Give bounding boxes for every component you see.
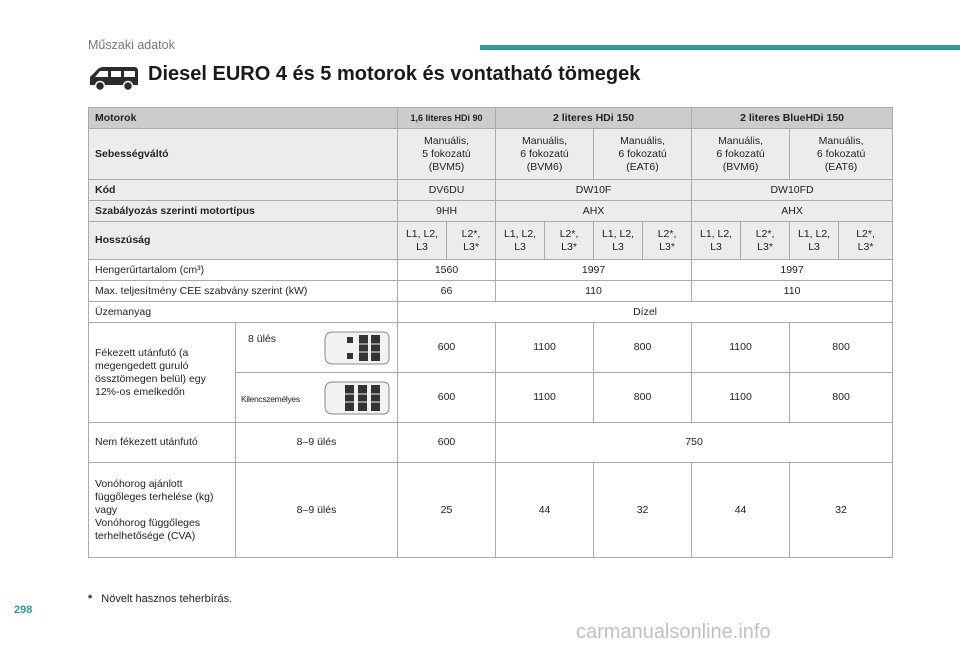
cell: 9HH <box>398 201 496 222</box>
watermark: carmanualsonline.info <box>576 621 771 643</box>
cell: 44 <box>496 463 594 558</box>
seat-label: Kilencszemélyes <box>241 393 300 404</box>
cell: DV6DU <box>398 180 496 201</box>
cell: L1, L2, L3 <box>398 222 447 260</box>
cell: Manuális, 6 fokozatú (BVM6) <box>692 129 790 180</box>
table-row <box>89 281 893 302</box>
row-label: Hengerűrtartalom (cm³) <box>89 260 398 281</box>
cell: 110 <box>496 281 692 302</box>
row-label: Nem fékezett utánfutó <box>89 423 236 463</box>
cell: L1, L2, L3 <box>594 222 643 260</box>
table-row <box>89 260 893 281</box>
page-title: Diesel EURO 4 és 5 motorok és vontatható tömegek <box>148 63 641 85</box>
seat-label: 8–9 ülés <box>236 463 398 558</box>
cell: L2*, L3* <box>839 222 893 260</box>
cell: 66 <box>398 281 496 302</box>
row-label: Kód <box>89 180 398 201</box>
cell: 1100 <box>692 323 790 373</box>
cell: 800 <box>790 373 893 423</box>
table-row <box>89 129 893 180</box>
footnote-text: Növelt hasznos teherbírás. <box>101 593 233 605</box>
row-label: Szabályozás szerinti motortípus <box>89 201 398 222</box>
cell: 1997 <box>692 260 893 281</box>
section-bar <box>480 45 960 50</box>
seat-config-8 <box>236 323 398 373</box>
row-label: Hosszúság <box>89 222 398 260</box>
cell: L1, L2, L3 <box>692 222 741 260</box>
row-label: Vonóhorog ajánlott függőleges terhelése (kg) vagy Vonóhorog függőleges terhelhetősége (CVA) <box>89 463 236 558</box>
cell: 1100 <box>692 373 790 423</box>
cell: Manuális, 6 fokozatú (EAT6) <box>594 129 692 180</box>
cell: Manuális, 6 fokozatú (BVM6) <box>496 129 594 180</box>
cell: L2*, L3* <box>741 222 790 260</box>
cell: Dízel <box>398 302 893 323</box>
row-label: Sebességváltó <box>89 129 398 180</box>
cell: 1100 <box>496 373 594 423</box>
cell: 25 <box>398 463 496 558</box>
table-row <box>89 180 893 201</box>
cell: L1, L2, L3 <box>790 222 839 260</box>
row-label: Max. teljesítmény CEE szabvány szerint (kW) <box>89 281 398 302</box>
cell: 600 <box>398 423 496 463</box>
header-engine-2: 2 literes HDi 150 <box>496 108 692 129</box>
cell: 1997 <box>496 260 692 281</box>
cell: L2*, L3* <box>643 222 692 260</box>
cell: Manuális, 6 fokozatú (EAT6) <box>790 129 893 180</box>
footnote <box>88 593 232 605</box>
cell: Manuális, 5 fokozatú (BVM5) <box>398 129 496 180</box>
cell: DW10F <box>496 180 692 201</box>
row-label: Üzemanyag <box>89 302 398 323</box>
cell: 750 <box>496 423 893 463</box>
cell: 110 <box>692 281 893 302</box>
cell: AHX <box>496 201 692 222</box>
cell: L1, L2, L3 <box>496 222 545 260</box>
cell: 44 <box>692 463 790 558</box>
table-row <box>89 302 893 323</box>
cell: 800 <box>594 373 692 423</box>
cell: 600 <box>398 323 496 373</box>
cell: AHX <box>692 201 893 222</box>
seat-label: 8–9 ülés <box>236 423 398 463</box>
header-engine-1: 1,6 literes HDi 90 <box>398 108 496 129</box>
page-number: 298 <box>14 604 33 616</box>
footnote-star: * <box>88 593 93 605</box>
cell: L2*, L3* <box>447 222 496 260</box>
van-seating-9-icon <box>323 379 391 417</box>
header-label: Motorok <box>89 108 398 129</box>
cell: 800 <box>790 323 893 373</box>
row-label: Fékezett utánfutó (a megengedett guruló össztömegen belül) egy 12%-os emelkedőn <box>89 323 236 423</box>
seat-label: 8 ülés <box>248 332 277 345</box>
cell: 1560 <box>398 260 496 281</box>
table-row <box>89 222 893 260</box>
cell: 32 <box>790 463 893 558</box>
cell: 600 <box>398 373 496 423</box>
seat-config-9 <box>236 373 398 423</box>
cell: 32 <box>594 463 692 558</box>
van-seating-8-icon <box>323 329 391 367</box>
table-row <box>89 463 893 558</box>
van-icon <box>86 63 142 93</box>
header-engine-3: 2 literes BlueHDi 150 <box>692 108 893 129</box>
table-row <box>89 423 893 463</box>
cell: 1100 <box>496 323 594 373</box>
table-header-row <box>89 108 893 129</box>
cell: DW10FD <box>692 180 893 201</box>
cell: L2*, L3* <box>545 222 594 260</box>
table-row <box>89 323 893 373</box>
cell: 800 <box>594 323 692 373</box>
section-label: Műszaki adatok <box>88 38 175 52</box>
engine-spec-table <box>88 107 893 558</box>
table-row <box>89 201 893 222</box>
